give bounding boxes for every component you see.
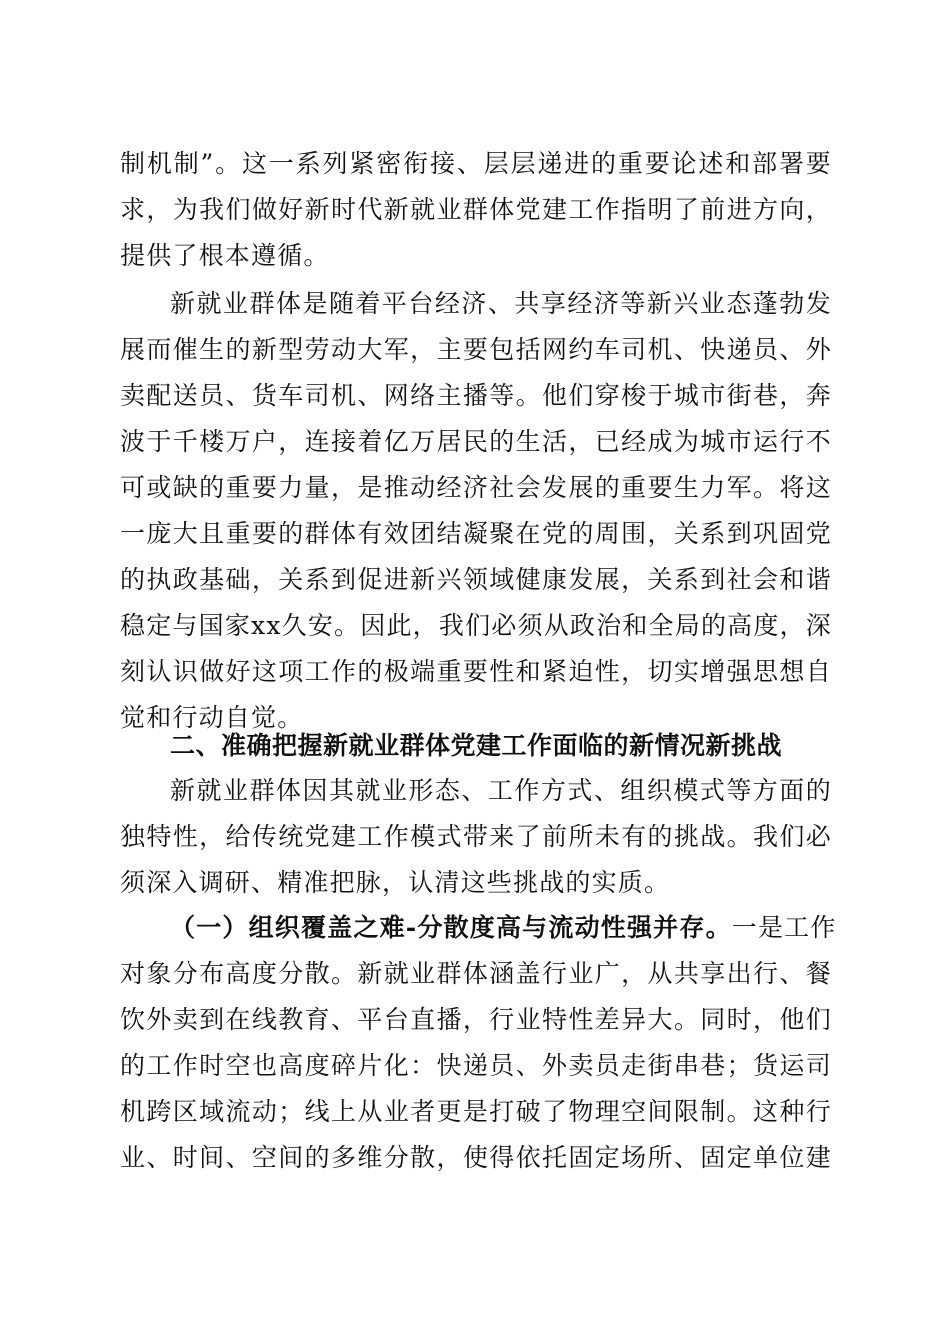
text-line: 展而催生的新型劳动大军，主要包括网约车司机、快递员、外 [120,335,832,364]
text-line: 新就业群体因其就业形态、工作方式、组织模式等方面的 [170,776,832,805]
text-line: 波于千楼万户，连接着亿万居民的生活，已经成为城市运行不 [120,427,832,456]
text-line: 可或缺的重要力量，是推动经济社会发展的重要生力军。将这 [120,473,832,502]
text-line: 提供了根本遵循。 [120,241,330,270]
text-line: 须深入调研、精准把脉，认清这些挑战的实质。 [120,868,671,897]
text-line: 独特性，给传统党建工作模式带来了前所未有的挑战。我们必 [120,822,832,851]
text-line: 刻认识做好这项工作的极端重要性和紧迫性，切实增强思想自 [120,657,832,686]
text-line: 对象分布高度分散。新就业群体涵盖行业广，从共享出行、餐 [120,959,832,988]
paragraph-4 [120,905,837,1181]
paragraph-2 [120,281,832,741]
text-line: 求，为我们做好新时代新就业群体党建工作指明了前进方向， [120,195,832,224]
text-line: 的工作时空也高度碎片化：快递员、外卖员走街串巷；货运司 [120,1051,832,1080]
text-line: 稳定与国家xx久安。因此，我们必须从政治和全局的高度，深 [120,611,832,640]
text-line: 业、时间、空间的多维分散，使得依托固定场所、固定单位建 [120,1143,832,1172]
text-line: 卖配送员、货车司机、网络主播等。他们穿梭于城市街巷，奔 [120,381,832,410]
text-line: 新就业群体是随着平台经济、共享经济等新兴业态蓬勃发 [170,289,832,318]
text-line: 觉和行动自觉。 [120,703,304,732]
text-line [120,905,837,951]
subheading-1: （一）组织覆盖之难-分散度高与流动性强并存。 [170,913,732,942]
text-fragment: 一是工作 [731,913,837,942]
paragraph-3 [120,768,832,906]
text-line: 制机制”。这一系列紧密衔接、层层递进的重要论述和部署要 [120,149,832,178]
section-heading-2 [120,723,832,769]
text-line: 饮外卖到在线教育、平台直播，行业特性差异大。同时，他们 [120,1005,832,1034]
paragraph-1 [120,141,832,279]
text-line: 机跨区域流动；线上从业者更是打破了物理空间限制。这种行 [120,1097,832,1126]
text-line: 一庞大且重要的群体有效团结凝聚在党的周围，关系到巩固党 [120,519,832,548]
heading-text: 二、准确把握新就业群体党建工作面临的新情况新挑战 [170,731,783,760]
text-line: 的执政基础，关系到促进新兴领域健康发展，关系到社会和谐 [120,565,832,594]
